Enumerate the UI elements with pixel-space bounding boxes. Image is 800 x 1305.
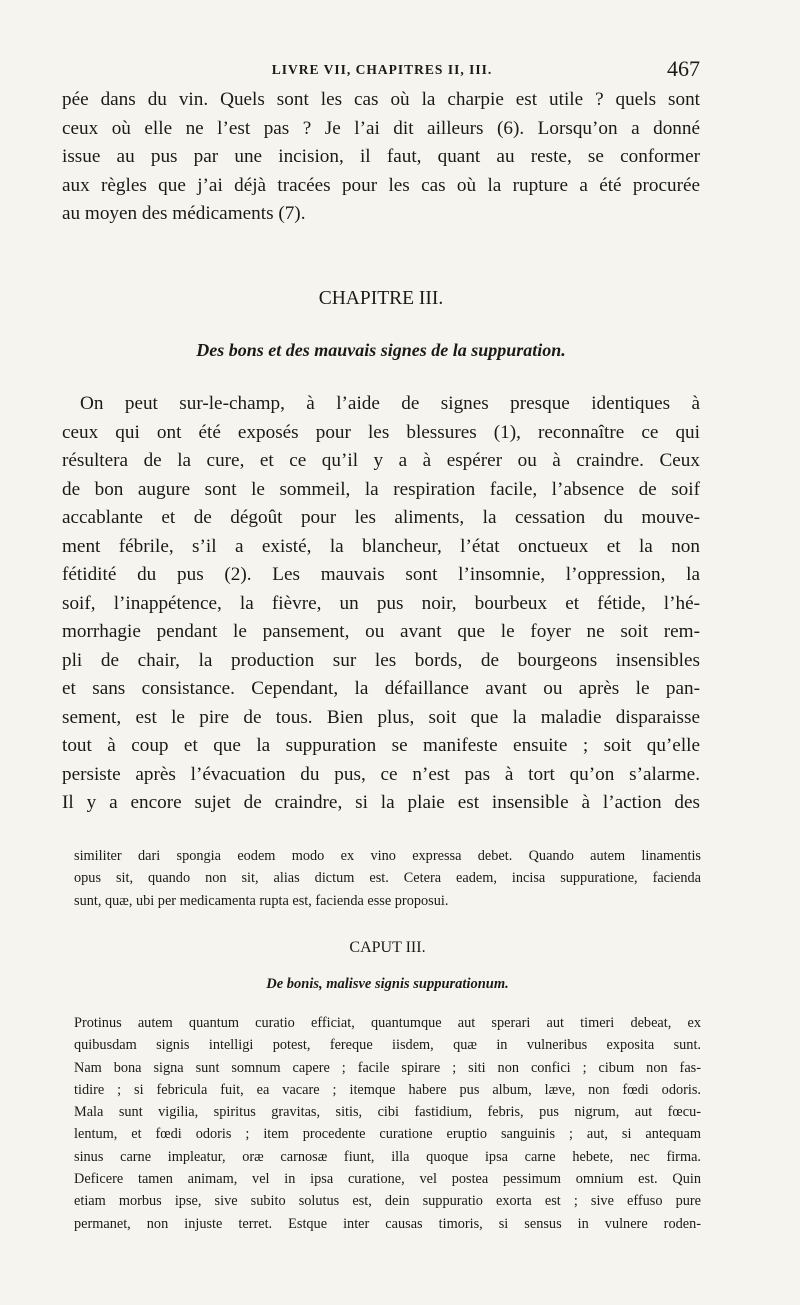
caput-subtitle: De bonis, malisve signis suppurationum. bbox=[266, 976, 509, 992]
text-line: tidire ; si febricula fuit, ea vacare ; itemque habere pus album, læve, non fœdi odoris. bbox=[74, 1081, 701, 1098]
page-number: 467 bbox=[667, 56, 700, 81]
text-line: persiste après l’évacuation du pus, ce n’est pas à tort qu’on s’alarme. bbox=[62, 763, 700, 785]
text-line: soif, l’inappétence, la fièvre, un pus noir, bourbeux et fétide, l’hé- bbox=[62, 592, 700, 614]
chapter-title: CHAPITRE III. bbox=[318, 288, 444, 309]
text-line: tout à coup et que la suppuration se manifeste ensuite ; soit qu’elle bbox=[62, 735, 700, 756]
running-title: LIVRE VII, CHAPITRES II, III. bbox=[271, 62, 493, 77]
text-line: accablante et de dégoût pour les aliments, la cessation du mouve- bbox=[62, 507, 700, 528]
text-line: au moyen des médicaments (7). bbox=[62, 203, 306, 224]
text-line: morrhagie pendant le pansement, ou avant que le foyer ne soit rem- bbox=[62, 621, 700, 642]
page-header bbox=[64, 56, 700, 82]
text-line: etiam morbus ipse, sive subito solutus est, dein suppuratio exorta est ; sive effuso pure bbox=[74, 1193, 701, 1210]
text-line: résultera de la cure, et ce qu’il y a à espérer ou à craindre. Ceux bbox=[62, 450, 700, 471]
latin-body-paragraph bbox=[74, 1012, 701, 1235]
text-line: ment fébrile, s’il a existé, la blancheur, l’état onctueux et la non bbox=[62, 535, 700, 557]
text-line: pli de chair, la production sur les bords, de bourgeons insensibles bbox=[62, 649, 700, 671]
text-line: de bon augure sont le sommeil, la respiration facile, l’absence de soif bbox=[62, 478, 700, 500]
text-line: permanet, non injuste terret. Estque inter causas timoris, si sensus in vulnere roden- bbox=[74, 1215, 701, 1232]
text-line: opus sit, quando non sit, alias dictum est. Cetera eadem, incisa suppuratione, facienda bbox=[74, 870, 701, 887]
text-line: Il y a encore sujet de craindre, si la plaie est insensible à l’action des bbox=[62, 792, 700, 813]
text-line: sinus carne impleatur, oræ carnosæ fiunt, illa quoque ipsa carne hebete, nec firma. bbox=[74, 1148, 701, 1165]
text-line: lentum, et fœdi odoris ; item procedente curatione eruptio sanguinis ; aut, si antequam bbox=[74, 1126, 701, 1143]
text-line: Mala sunt vigilia, spiritus gravitas, sitis, cibi fastidium, febris, pus nigrum, aut fœcu- bbox=[74, 1104, 701, 1121]
text-line: fétidité du pus (2). Les mauvais sont l’insomnie, l’oppression, la bbox=[62, 564, 700, 585]
text-line: ceux qui ont été exposés pour les blessures (1), reconnaître ce qui bbox=[62, 421, 700, 443]
text-line: Nam bona signa sunt somnum capere ; facile spirare ; siti non confici ; cibum non fas- bbox=[74, 1059, 701, 1076]
text-line: sunt, quæ, ubi per medicamenta rupta est, facienda esse proposui. bbox=[74, 892, 449, 909]
text-line: Deficere tamen animam, vel in ipsa curatione, vel postea pessimum omnium est. Quin bbox=[74, 1171, 701, 1188]
french-body-paragraph bbox=[62, 390, 700, 818]
caput-title: CAPUT III. bbox=[349, 939, 426, 956]
chapter-subtitle: Des bons et des mauvais signes de la suppuration. bbox=[196, 340, 566, 360]
text-line: et sans consistance. Cependant, la défaillance avant ou après le pan- bbox=[62, 678, 700, 699]
text-line: issue au pus par une incision, il faut, quant au reste, se conformer bbox=[62, 146, 700, 167]
text-line: sement, est le pire de tous. Bien plus, soit que la maladie disparaisse bbox=[62, 706, 700, 728]
text-line: quibusdam signis intelligi potest, fereque iisdem, quæ in vulneribus exposita sunt. bbox=[74, 1037, 701, 1054]
text-line: pée dans du vin. Quels sont les cas où la charpie est utile ? quels sont bbox=[62, 89, 700, 110]
french-intro-paragraph bbox=[62, 86, 700, 229]
text-line: aux règles que j’ai déjà tracées pour les cas où la rupture a été procurée bbox=[62, 174, 700, 196]
text-line: Protinus autem quantum curatio efficiat, quantumque aut sperari aut timeri debeat, ex bbox=[74, 1015, 701, 1031]
text-line: On peut sur-le-champ, à l’aide de signes presque identiques à bbox=[80, 393, 700, 414]
text-line: similiter dari spongia eodem modo ex vino expressa debet. Quando autem linamentis bbox=[74, 848, 701, 864]
text-line: ceux où elle ne l’est pas ? Je l’ai dit ailleurs (6). Lorsqu’on a donné bbox=[62, 117, 700, 139]
latin-intro-paragraph bbox=[74, 845, 701, 912]
